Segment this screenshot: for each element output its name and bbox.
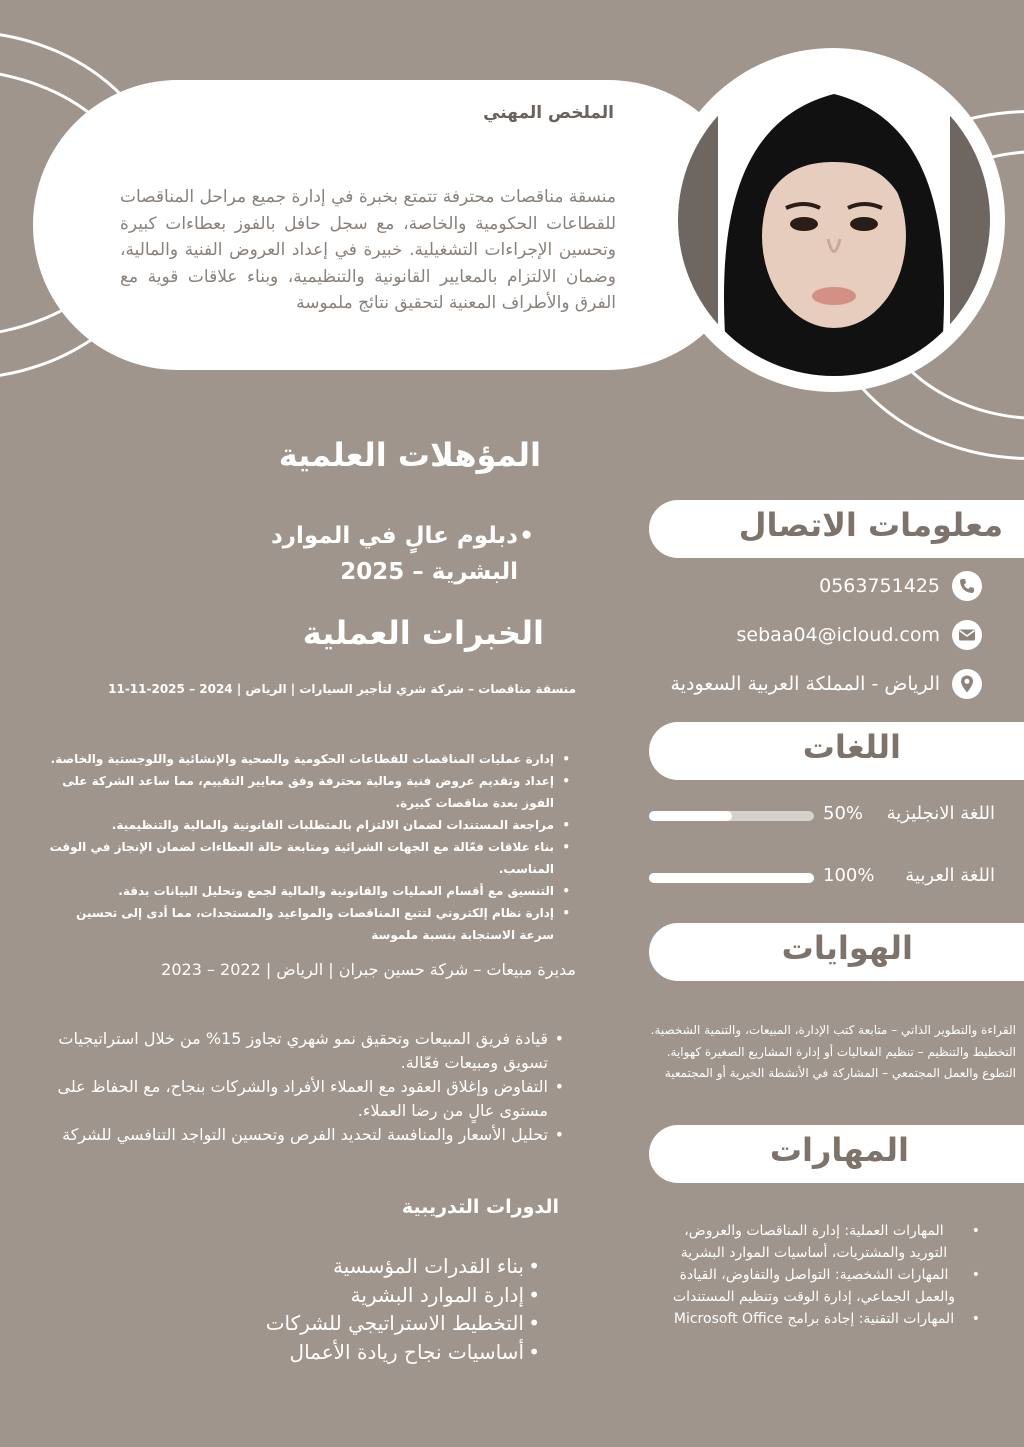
courses-list — [224, 1252, 524, 1366]
list-item: • أساسيات نجاح ريادة الأعمال — [224, 1338, 524, 1367]
summary-text: منسقة مناقصات محترفة تتمتع بخبرة في إدارة جميع مراحل المناقصات للقطاعات الحكومية والخاصة، مع سجل حافل بالفوز بعطاءات كبيرة وتحسين الإجراءات التشغيلية. خبيرة في إعداد العروض الفنية والمالية، وضمان الالتزام بالمعايير القانونية والتنظيمية، وبناء علاقات قوية مع الفرق والأطراف المعنية لتحقيق نتائج ملموسة — [120, 187, 616, 313]
mail-icon — [952, 620, 982, 650]
courses-title: الدورات التدريبية — [401, 1196, 559, 1218]
languages-header — [649, 722, 1024, 780]
list-item: • تحليل الأسعار والمنافسة لتحديد الفرص وتحسين التواجد التنافسي للشركة — [36, 1123, 548, 1147]
experience-title: الخبرات العملية — [302, 614, 544, 652]
list-item: • المهارات التقنية: إجادة برامج Microsoft Office — [664, 1308, 964, 1330]
location-pin-icon — [952, 669, 982, 699]
list-item: • التخطيط الاستراتيجي للشركات — [224, 1309, 524, 1338]
list-item: • التفاوض وإغلاق العقود مع العملاء الأفراد والشركات بنجاح، مع الحفاظ على مستوى عالٍ من رضا العملاء. — [36, 1075, 548, 1123]
profile-photo — [678, 64, 990, 376]
list-item: • بناء علاقات فعّالة مع الجهات الشرائية ومتابعة حالة العطاءات لضمان الإنجاز في الوقت المناسب. — [42, 836, 554, 880]
phone-row — [650, 568, 982, 602]
email-address[interactable]: sebaa04@icloud.com — [736, 624, 940, 646]
hobby-line: التطوع والعمل المجتمعي – المشاركة في الأنشطة الخيرية أو المجتمعية — [664, 1066, 1016, 1080]
phone-icon — [952, 571, 982, 601]
language-bar-fill — [649, 811, 732, 821]
list-item: • التنسيق مع أقسام العمليات والقانونية والمالية لجمع وتحليل البيانات بدقة. — [42, 880, 554, 902]
language-percent: 100% — [823, 865, 875, 886]
list-item: • مراجعة المستندات لضمان الالتزام بالمتطلبات القانونية والمالية والتنظيمية. — [42, 814, 554, 836]
hobbies-header — [649, 923, 1024, 981]
skills-header — [649, 1125, 1024, 1183]
qualifications-title: المؤهلات العلمية — [278, 436, 541, 474]
list-item: • المهارات الشخصية: التواصل والتفاوض، القيادة والعمل الجماعي، إدارة الوقت وتنظيم المستندات — [664, 1264, 964, 1308]
hobbies-title: الهوايات — [781, 929, 913, 967]
list-item: • المهارات العملية: إدارة المناقصات والعروض، التوريد والمشتريات، أساسيات الموارد البشرية — [664, 1220, 964, 1264]
job-bullets — [42, 748, 554, 946]
list-item: • إدارة عمليات المناقصات للقطاعات الحكومية والصحية والإنشائية واللوجستية والخاصة. — [42, 748, 554, 770]
language-arabic — [649, 862, 999, 892]
contact-header — [649, 500, 1024, 558]
language-name: اللغة العربية — [905, 865, 995, 886]
email-row — [650, 617, 982, 651]
list-item: • إعداد وتقديم عروض فنية ومالية محترفة وفق معايير التقييم، مما ساعد الشركة على الفوز بعدة مناقصات كبيرة. — [42, 770, 554, 814]
job-bullets — [36, 1027, 548, 1147]
skills-title: المهارات — [769, 1131, 909, 1169]
hobby-line: القراءة والتطوير الذاتي – متابعة كتب الإدارة، المبيعات، والتنمية الشخصية. — [650, 1023, 1016, 1037]
list-item: • بناء القدرات المؤسسية — [224, 1252, 524, 1281]
job-header: منسقة مناقصات – شركة شري لتأجير السيارات | الرياض | 2024 – 2025-11-11 — [108, 682, 576, 696]
list-item: • إدارة الموارد البشرية — [224, 1281, 524, 1310]
languages-title: اللغات — [802, 728, 901, 766]
language-name: اللغة الانجليزية — [886, 803, 995, 824]
hobbies-text — [606, 1020, 1016, 1085]
skills-list — [664, 1220, 964, 1330]
phone-number[interactable]: 0563751425 — [819, 575, 940, 597]
language-bar-fill — [649, 873, 814, 883]
hobby-line: التخطيط والتنظيم – تنظيم الفعاليات أو إدارة المشاريع الصغيرة كهواية. — [666, 1044, 1016, 1059]
list-item: • إدارة نظام إلكتروني لتتبع المناقصات والمواعيد والمستجدات، مما أدى إلى تحسين سرعة الاستجابة بنسبة ملموسة — [42, 902, 554, 946]
language-percent: 50% — [823, 803, 864, 824]
contact-title: معلومات الاتصال — [738, 506, 1003, 544]
list-item: • دبلوم عالٍ في الموارد البشرية – 2025 — [188, 518, 518, 590]
language-english — [649, 800, 999, 830]
summary-title: الملخص المهني — [483, 103, 614, 123]
qualifications-list — [188, 518, 518, 590]
list-item: • قيادة فريق المبيعات وتحقيق نمو شهري تجاوز 15% من خلال استراتيجيات تسويق ومبيعات فعّالة. — [36, 1027, 548, 1075]
job-header: مديرة مبيعات – شركة حسين جبران | الرياض | 2022 – 2023 — [161, 960, 576, 979]
location-text: الرياض - المملكة العربية السعودية — [670, 673, 940, 695]
location-row — [650, 666, 982, 700]
